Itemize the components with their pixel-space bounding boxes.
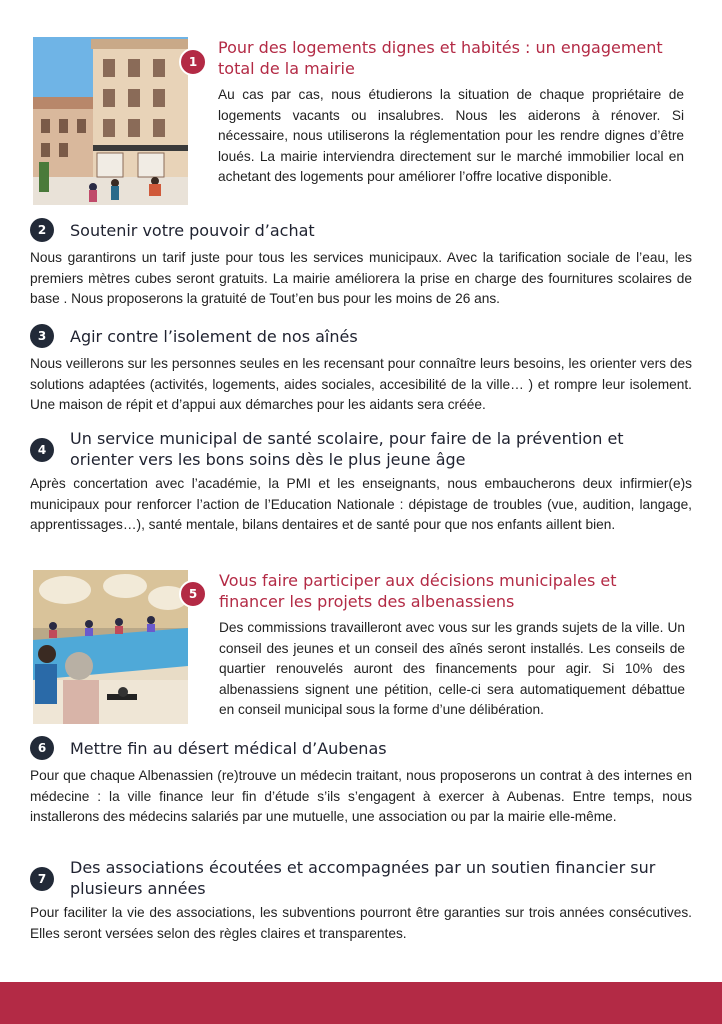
section-body-1: Au cas par cas, nous étudierons la situation de chaque propriétaire de logements vacants ou insalubres. Nous les aiderons à rénover. Si nécessaire, nous utiliserons la réglementation pour les rendre dignes d’être loués. La mairie interviendra directement sur le marché immobilier local en achetant des logements pour améliorer l’offre locative disponible. bbox=[218, 87, 684, 184]
section-badge-6: 6 bbox=[30, 736, 54, 760]
section-title-4: Un service municipal de santé scolaire, pour faire de la prévention et orienter vers les bons soins dès le plus jeune âge bbox=[70, 429, 624, 469]
section-body-3: Nous veillerons sur les personnes seules en les recensant pour connaître leurs besoins, les orienter vers des solutions adaptées (activités, logements, aides sociales, accesibilité de la ville… ) et rompre leur isolement. Une maison de répit et d’appui aux démarches pour les aidants sera créée. bbox=[30, 356, 692, 412]
section-4 bbox=[30, 428, 692, 536]
section-badge-4: 4 bbox=[30, 438, 54, 462]
section-title-7: Des associations écoutées et accompagnées par un soutien financier sur plusieurs années bbox=[70, 858, 656, 898]
footer-band bbox=[0, 982, 722, 1024]
section-5 bbox=[219, 570, 685, 721]
section-body-2: Nous garantirons un tarif juste pour tous les services municipaux. Avec la tarification sociale de l’eau, les premiers mètres cubes seront gratuits. La mairie améliorera la prise en charge des fournitures scolaires de base . Nous proposerons la gratuité de Tout’en bus pour les moins de 26 ans. bbox=[30, 250, 692, 306]
section-3 bbox=[30, 324, 692, 416]
section-title-5: Vous faire participer aux décisions municipales et financer les projets des albenassiens bbox=[219, 571, 617, 611]
section-body-6: Pour que chaque Albenassien (re)trouve un médecin traitant, nous proposerons un contrat à des internes en médecine : la ville finance leur fin d’étude s’ils s’engagent à exercer à Aubenas. Entre temps, nous installerons des médecins salariés par une mutuelle, une association ou par la mairie elle-même. bbox=[30, 768, 692, 824]
section-body-7: Pour faciliter la vie des associations, les subventions pourront être garanties sur trois années consécutives. Elles seront versées selon des règles claires et transparentes. bbox=[30, 905, 692, 941]
council-illustration bbox=[33, 570, 188, 724]
section-6 bbox=[30, 736, 692, 828]
housing-illustration bbox=[33, 37, 188, 205]
section-badge-3: 3 bbox=[30, 324, 54, 348]
section-2 bbox=[30, 218, 692, 310]
section-title-1: Pour des logements dignes et habités : un engagement total de la mairie bbox=[218, 38, 663, 78]
section-title-6: Mettre fin au désert médical d’Aubenas bbox=[70, 739, 387, 758]
section-7 bbox=[30, 857, 692, 944]
section-title-3: Agir contre l’isolement de nos aînés bbox=[70, 327, 358, 346]
section-body-5: Des commissions travailleront avec vous sur les grands sujets de la ville. Un conseil des jeunes et un conseil des aînés seront installés. Les conseils de quartier renouvelés auront des financements pour agir. Si 10% des albenassiens signent une pétition, celle-ci sera automatiquement débattue en conseil municipal sous la forme d’une délibération. bbox=[219, 620, 685, 717]
section-body-4: Après concertation avec l’académie, la PMI et les enseignants, nous embaucherons deux infirmier(e)s municipaux pour renforcer l’action de l’Education Nationale : dépistage de troubles (vue, audition, langage, apprentissages…), santé mentale, bilans dentaires et de santé pour que nos enfants aillent bien. bbox=[30, 476, 692, 532]
section-badge-1: 1 bbox=[179, 48, 207, 76]
section-1 bbox=[218, 37, 684, 188]
section-title-2: Soutenir votre pouvoir d’achat bbox=[70, 221, 315, 240]
section-badge-2: 2 bbox=[30, 218, 54, 242]
section-badge-7: 7 bbox=[30, 867, 54, 891]
section-badge-5: 5 bbox=[179, 580, 207, 608]
